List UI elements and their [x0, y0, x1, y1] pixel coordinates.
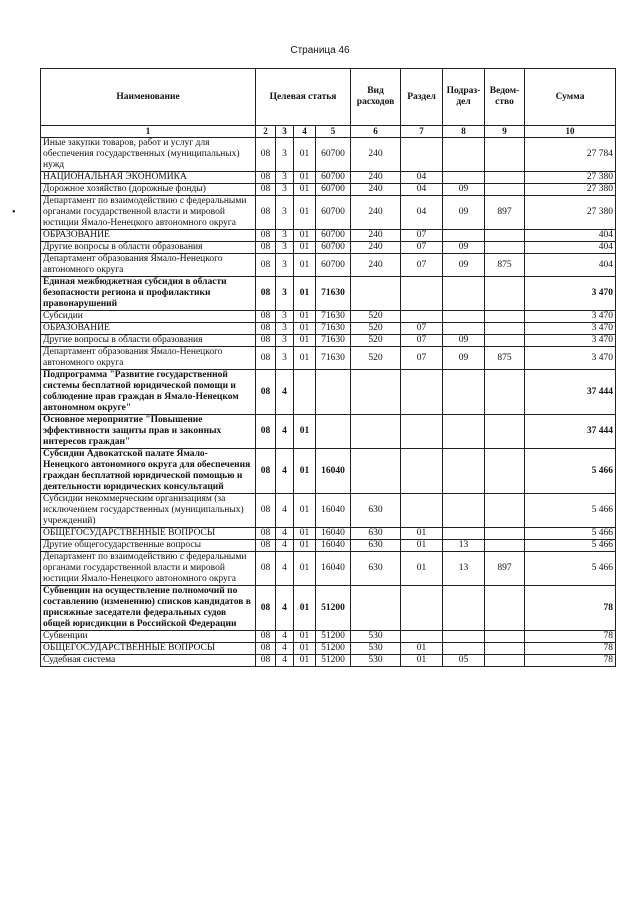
budget-table [40, 68, 616, 667]
row-section [401, 138, 443, 172]
row-code-event: 01 [294, 196, 316, 230]
row-code-event: 01 [294, 323, 316, 335]
row-code-direction: 60700 [316, 230, 351, 242]
row-section: 04 [401, 196, 443, 230]
row-subsection [443, 449, 485, 494]
column-number: 2 [256, 126, 276, 138]
row-code-direction: 16040 [316, 494, 351, 528]
row-code-program: 08 [256, 586, 276, 631]
table-row [41, 415, 616, 449]
row-section: 07 [401, 335, 443, 347]
row-amount: 27 380 [525, 196, 616, 230]
row-subsection: 09 [443, 196, 485, 230]
row-subsection [443, 370, 485, 415]
row-expense-type [351, 370, 401, 415]
column-number: 8 [443, 126, 485, 138]
row-code-subprogram: 3 [276, 254, 294, 277]
row-code-program: 08 [256, 230, 276, 242]
table-row [41, 586, 616, 631]
row-department: 897 [485, 196, 525, 230]
row-subsection [443, 415, 485, 449]
row-subsection [443, 323, 485, 335]
row-amount: 5 466 [525, 528, 616, 540]
row-code-subprogram: 3 [276, 196, 294, 230]
row-code-program: 08 [256, 172, 276, 184]
row-code-subprogram: 3 [276, 347, 294, 370]
row-code-direction: 60700 [316, 184, 351, 196]
row-department: 875 [485, 347, 525, 370]
row-code-program: 08 [256, 196, 276, 230]
table-row [41, 323, 616, 335]
row-amount: 3 470 [525, 335, 616, 347]
row-code-program: 08 [256, 415, 276, 449]
row-expense-type: 530 [351, 655, 401, 667]
row-department [485, 242, 525, 254]
row-code-direction: 51200 [316, 586, 351, 631]
row-section: 07 [401, 242, 443, 254]
row-section: 04 [401, 184, 443, 196]
row-amount: 404 [525, 242, 616, 254]
row-department [485, 528, 525, 540]
row-expense-type: 240 [351, 242, 401, 254]
row-name: Другие вопросы в области образования [41, 242, 256, 254]
row-code-subprogram: 3 [276, 277, 294, 311]
header-row [41, 69, 616, 126]
row-department [485, 335, 525, 347]
row-code-event: 01 [294, 528, 316, 540]
row-department [485, 138, 525, 172]
row-expense-type: 520 [351, 347, 401, 370]
row-section: 07 [401, 347, 443, 370]
row-subsection: 13 [443, 552, 485, 586]
table-row [41, 449, 616, 494]
table-row [41, 242, 616, 254]
row-code-direction: 71630 [316, 335, 351, 347]
row-amount: 78 [525, 586, 616, 631]
row-subsection: 09 [443, 347, 485, 370]
row-section [401, 311, 443, 323]
row-expense-type [351, 449, 401, 494]
row-department [485, 230, 525, 242]
column-number: 5 [316, 126, 351, 138]
row-code-event: 01 [294, 335, 316, 347]
row-code-direction: 60700 [316, 196, 351, 230]
row-code-subprogram: 4 [276, 494, 294, 528]
row-subsection [443, 528, 485, 540]
row-code-direction [316, 370, 351, 415]
row-amount: 5 466 [525, 449, 616, 494]
row-department: 897 [485, 552, 525, 586]
row-amount: 404 [525, 230, 616, 242]
row-expense-type: 520 [351, 311, 401, 323]
row-code-event: 01 [294, 449, 316, 494]
row-name: Единая межбюджетная субсидия в области безопасности региона и профилактики правонарушений [41, 277, 256, 311]
row-code-event: 01 [294, 494, 316, 528]
row-code-program: 08 [256, 184, 276, 196]
row-name: Дорожное хозяйство (дорожные фонды) [41, 184, 256, 196]
row-section: 07 [401, 323, 443, 335]
row-section [401, 370, 443, 415]
header-amount: Сумма [525, 69, 616, 126]
row-expense-type [351, 415, 401, 449]
header-expense-type: Вид расходов [351, 69, 401, 126]
row-amount: 78 [525, 631, 616, 643]
table-row [41, 172, 616, 184]
header-department: Ведом-ство [485, 69, 525, 126]
row-expense-type: 530 [351, 643, 401, 655]
header-target: Целевая статья [256, 69, 351, 126]
row-code-program: 08 [256, 311, 276, 323]
row-code-event: 01 [294, 347, 316, 370]
row-name: Субвенции на осуществление полномочий по составлению (изменению) списков кандидатов в присяжные заседатели федеральных судов общей юрисдикции в Российской Федерации [41, 586, 256, 631]
row-code-program: 08 [256, 138, 276, 172]
header-name: Наименование [41, 69, 256, 126]
row-expense-type: 240 [351, 254, 401, 277]
row-code-direction: 51200 [316, 631, 351, 643]
table-row [41, 230, 616, 242]
row-code-program: 08 [256, 631, 276, 643]
row-code-direction: 71630 [316, 277, 351, 311]
row-code-subprogram: 3 [276, 184, 294, 196]
row-section: 01 [401, 552, 443, 586]
row-amount: 3 470 [525, 347, 616, 370]
row-code-program: 08 [256, 323, 276, 335]
row-name: Судебная система [41, 655, 256, 667]
row-section: 01 [401, 528, 443, 540]
row-code-direction: 60700 [316, 138, 351, 172]
column-number: 6 [351, 126, 401, 138]
row-subsection [443, 643, 485, 655]
row-expense-type [351, 586, 401, 631]
table-row [41, 335, 616, 347]
row-expense-type: 240 [351, 184, 401, 196]
row-section: 04 [401, 172, 443, 184]
row-section [401, 631, 443, 643]
row-code-program: 08 [256, 254, 276, 277]
row-section [401, 586, 443, 631]
row-expense-type: 240 [351, 138, 401, 172]
row-code-event: 01 [294, 631, 316, 643]
row-section: 07 [401, 254, 443, 277]
row-name: Другие общегосударственные вопросы [41, 540, 256, 552]
table-row [41, 311, 616, 323]
table-row [41, 347, 616, 370]
row-department [485, 323, 525, 335]
row-department [485, 449, 525, 494]
row-subsection: 09 [443, 242, 485, 254]
row-subsection [443, 311, 485, 323]
row-amount: 37 444 [525, 415, 616, 449]
row-code-subprogram: 3 [276, 138, 294, 172]
row-section: 07 [401, 230, 443, 242]
row-name: НАЦИОНАЛЬНАЯ ЭКОНОМИКА [41, 172, 256, 184]
row-code-program: 08 [256, 347, 276, 370]
row-name: ОБРАЗОВАНИЕ [41, 230, 256, 242]
row-code-subprogram: 3 [276, 172, 294, 184]
row-code-program: 08 [256, 370, 276, 415]
table-row [41, 138, 616, 172]
row-code-subprogram: 4 [276, 449, 294, 494]
row-code-direction: 60700 [316, 242, 351, 254]
row-section: 01 [401, 643, 443, 655]
row-expense-type: 630 [351, 494, 401, 528]
row-department [485, 494, 525, 528]
row-code-program: 08 [256, 494, 276, 528]
row-code-event: 01 [294, 254, 316, 277]
row-code-event: 01 [294, 311, 316, 323]
row-section [401, 449, 443, 494]
row-subsection: 09 [443, 184, 485, 196]
table-row [41, 196, 616, 230]
row-code-subprogram: 4 [276, 643, 294, 655]
row-code-subprogram: 4 [276, 370, 294, 415]
row-name: Иные закупки товаров, работ и услуг для обеспечения государственных (муниципальных) нужд [41, 138, 256, 172]
row-code-direction: 51200 [316, 655, 351, 667]
row-expense-type: 630 [351, 528, 401, 540]
table-row [41, 540, 616, 552]
row-code-direction [316, 415, 351, 449]
column-number: 1 [41, 126, 256, 138]
row-code-event: 01 [294, 415, 316, 449]
row-section: 01 [401, 540, 443, 552]
row-department: 875 [485, 254, 525, 277]
row-subsection [443, 277, 485, 311]
row-section: 01 [401, 655, 443, 667]
row-subsection [443, 494, 485, 528]
row-expense-type: 240 [351, 172, 401, 184]
row-subsection: 05 [443, 655, 485, 667]
row-amount: 3 470 [525, 277, 616, 311]
row-code-event: 01 [294, 242, 316, 254]
table-row [41, 184, 616, 196]
row-subsection [443, 138, 485, 172]
row-code-program: 08 [256, 552, 276, 586]
column-number: 10 [525, 126, 616, 138]
row-code-program: 08 [256, 528, 276, 540]
row-code-subprogram: 3 [276, 230, 294, 242]
column-number: 9 [485, 126, 525, 138]
row-department [485, 586, 525, 631]
row-department [485, 277, 525, 311]
row-subsection [443, 631, 485, 643]
row-code-program: 08 [256, 335, 276, 347]
column-number: 7 [401, 126, 443, 138]
table-row [41, 277, 616, 311]
row-subsection [443, 586, 485, 631]
row-code-program: 08 [256, 643, 276, 655]
row-amount: 3 470 [525, 323, 616, 335]
row-code-event: 01 [294, 138, 316, 172]
row-code-program: 08 [256, 242, 276, 254]
row-amount: 27 380 [525, 172, 616, 184]
row-code-subprogram: 4 [276, 415, 294, 449]
row-code-event [294, 370, 316, 415]
row-name: Другие вопросы в области образования [41, 335, 256, 347]
table-row [41, 655, 616, 667]
row-expense-type: 630 [351, 552, 401, 586]
row-code-direction: 60700 [316, 254, 351, 277]
row-amount: 78 [525, 655, 616, 667]
row-department [485, 184, 525, 196]
row-amount: 37 444 [525, 370, 616, 415]
row-code-direction: 51200 [316, 643, 351, 655]
row-code-program: 08 [256, 277, 276, 311]
row-code-direction: 71630 [316, 347, 351, 370]
row-code-subprogram: 4 [276, 586, 294, 631]
row-amount: 27 784 [525, 138, 616, 172]
row-amount: 5 466 [525, 494, 616, 528]
row-code-event: 01 [294, 230, 316, 242]
table-row [41, 552, 616, 586]
row-name: Субвенции [41, 631, 256, 643]
row-amount: 5 466 [525, 552, 616, 586]
row-subsection: 09 [443, 335, 485, 347]
row-section [401, 494, 443, 528]
row-name: ОБЩЕГОСУДАРСТВЕННЫЕ ВОПРОСЫ [41, 528, 256, 540]
row-code-subprogram: 3 [276, 323, 294, 335]
row-code-event: 01 [294, 540, 316, 552]
row-code-program: 08 [256, 655, 276, 667]
row-expense-type [351, 277, 401, 311]
row-code-subprogram: 3 [276, 242, 294, 254]
row-code-event: 01 [294, 184, 316, 196]
table-row [41, 631, 616, 643]
row-code-program: 08 [256, 540, 276, 552]
row-code-subprogram: 4 [276, 655, 294, 667]
row-department [485, 370, 525, 415]
row-expense-type: 530 [351, 631, 401, 643]
row-department [485, 631, 525, 643]
table-row [41, 370, 616, 415]
row-name: ОБРАЗОВАНИЕ [41, 323, 256, 335]
row-expense-type: 520 [351, 323, 401, 335]
page-label: Страница 46 [290, 45, 350, 56]
row-code-event: 01 [294, 586, 316, 631]
row-expense-type: 630 [351, 540, 401, 552]
margin-mark: • [12, 207, 16, 218]
header-subsection: Подраз-дел [443, 69, 485, 126]
row-code-program: 08 [256, 449, 276, 494]
row-section [401, 415, 443, 449]
row-code-event: 01 [294, 277, 316, 311]
column-number: 3 [276, 126, 294, 138]
row-code-direction: 16040 [316, 540, 351, 552]
row-name: Департамент образования Ямало-Ненецкого автономного округа [41, 254, 256, 277]
row-code-direction: 16040 [316, 552, 351, 586]
row-code-subprogram: 4 [276, 540, 294, 552]
row-expense-type: 520 [351, 335, 401, 347]
table-row [41, 643, 616, 655]
row-code-direction: 71630 [316, 311, 351, 323]
row-amount: 3 470 [525, 311, 616, 323]
column-number: 4 [294, 126, 316, 138]
row-name: Департамент по взаимодействию с федеральными органами государственной власти и мировой юстиции Ямало-Ненецкого автономного округа [41, 552, 256, 586]
row-name: Департамент образования Ямало-Ненецкого автономного округа [41, 347, 256, 370]
column-number-row [41, 126, 616, 138]
row-subsection [443, 230, 485, 242]
row-code-event: 01 [294, 655, 316, 667]
row-amount: 5 466 [525, 540, 616, 552]
row-amount: 27 380 [525, 184, 616, 196]
row-section [401, 277, 443, 311]
table-row [41, 494, 616, 528]
row-department [485, 172, 525, 184]
header-section: Раздел [401, 69, 443, 126]
row-department [485, 311, 525, 323]
row-code-subprogram: 3 [276, 335, 294, 347]
row-code-subprogram: 4 [276, 528, 294, 540]
row-name: Субсидии некоммерческим организациям (за исключением государственных (муниципальных) учреждений) [41, 494, 256, 528]
row-code-subprogram: 3 [276, 311, 294, 323]
row-code-event: 01 [294, 643, 316, 655]
row-name: Субсидии [41, 311, 256, 323]
row-expense-type: 240 [351, 230, 401, 242]
row-code-subprogram: 4 [276, 552, 294, 586]
row-department [485, 655, 525, 667]
row-name: ОБЩЕГОСУДАРСТВЕННЫЕ ВОПРОСЫ [41, 643, 256, 655]
row-name: Департамент по взаимодействию с федеральными органами государственной власти и мировой юстиции Ямало-Ненецкого автономного округа [41, 196, 256, 230]
row-code-event: 01 [294, 172, 316, 184]
row-code-direction: 60700 [316, 172, 351, 184]
row-name: Основное мероприятие "Повышение эффективности защиты прав и законных интересов граждан" [41, 415, 256, 449]
row-code-event: 01 [294, 552, 316, 586]
row-subsection: 09 [443, 254, 485, 277]
row-code-subprogram: 4 [276, 631, 294, 643]
row-code-direction: 16040 [316, 449, 351, 494]
row-department [485, 415, 525, 449]
row-expense-type: 240 [351, 196, 401, 230]
table-row [41, 528, 616, 540]
row-code-direction: 71630 [316, 323, 351, 335]
row-amount: 78 [525, 643, 616, 655]
row-name: Субсидии Адвокатской палате Ямало-Ненецкого автономного округа для обеспечения граждан бесплатной юридической помощью и деятельности юридических консультаций [41, 449, 256, 494]
row-amount: 404 [525, 254, 616, 277]
row-subsection [443, 172, 485, 184]
row-name: Подпрограмма "Развитие государственной системы бесплатной юридической помощи и соблюдение прав граждан в Ямало-Ненецком автономном округе" [41, 370, 256, 415]
row-department [485, 540, 525, 552]
row-department [485, 643, 525, 655]
table-row [41, 254, 616, 277]
row-code-direction: 16040 [316, 528, 351, 540]
row-subsection: 13 [443, 540, 485, 552]
